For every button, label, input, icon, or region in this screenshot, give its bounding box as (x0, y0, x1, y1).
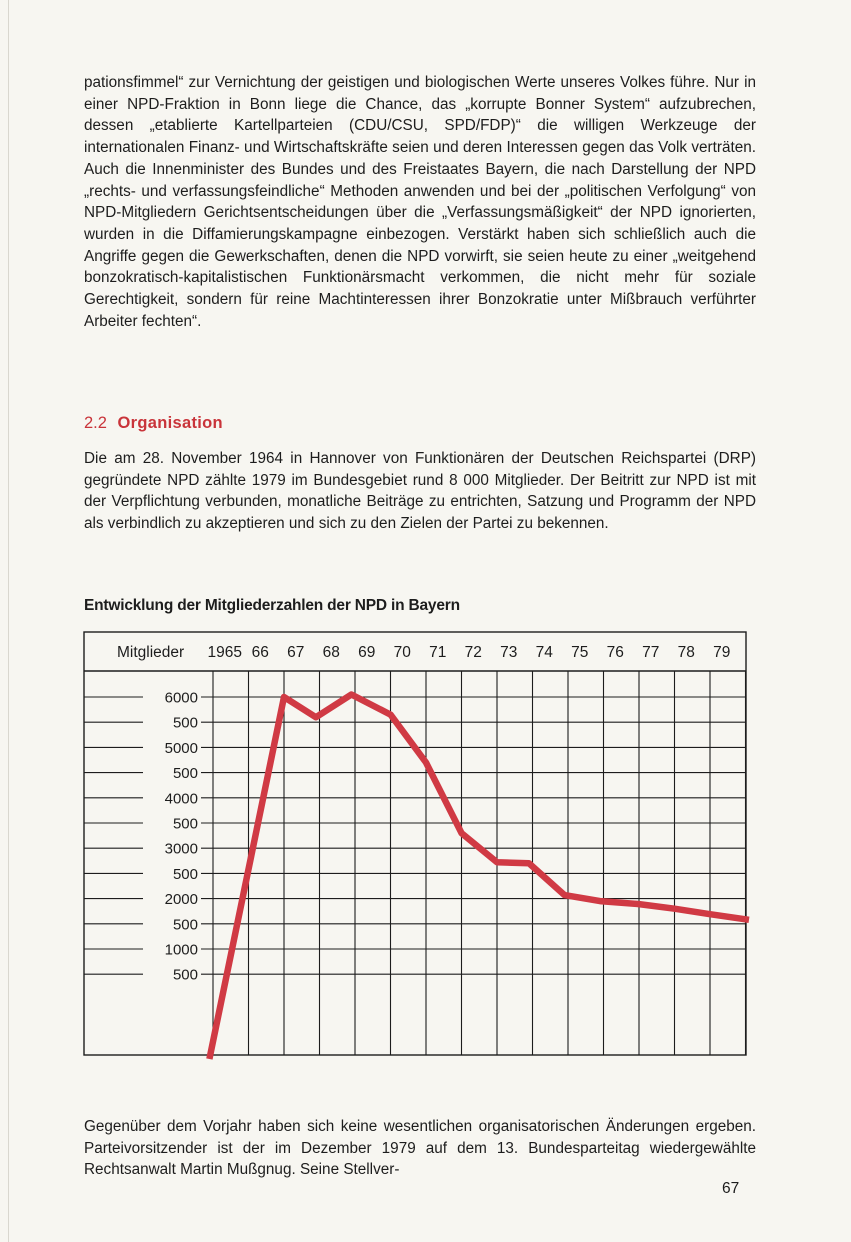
chart-y-tick-label: 500 (172, 916, 198, 934)
chart-year-label: 76 (606, 644, 624, 661)
chart-year-label: 71 (429, 644, 447, 661)
chart-year-label: 75 (571, 644, 589, 661)
chart-year-label: 1965 (207, 644, 242, 661)
chart-y-tick-label: 500 (172, 714, 198, 732)
chart-year-label: 72 (464, 644, 482, 661)
chart-year-label: 73 (500, 644, 518, 661)
chart-year-label: 79 (713, 644, 731, 661)
body-paragraph-2: Die am 28. November 1964 in Hannover von Funktionären der Deutschen Reichspartei (DRP) gegründete NPD zählte 1979 im Bundesgebiet rund 8 000 Mitglieder. Der Beitritt zur NPD ist mit der Verpflichtung verbunden, monatliche Beiträge zu entrichten, Satzung und Programm der NPD als verbindlich zu akzeptieren und sich zu den Zielen der Partei zu bekennen. (84, 450, 756, 533)
chart-header-label: Mitglieder (117, 644, 185, 661)
chart-year-label: 68 (322, 644, 340, 661)
chart-year-label: 77 (642, 644, 660, 661)
chart-year-label: 69 (358, 644, 376, 661)
chart-year-label: 74 (535, 644, 553, 661)
section-title: Organisation (117, 414, 223, 432)
chart-y-tick-label: 500 (172, 865, 198, 883)
chart-year-label: 70 (393, 644, 411, 661)
chart-y-tick-label: 500 (172, 966, 198, 984)
chart-y-tick-label: 3000 (164, 840, 198, 858)
body-paragraph-1: pationsfimmel“ zur Vernichtung der geistigen und biologischen Werte unseres Volkes führe. Nur in einer NPD-Fraktion in Bonn liege die Chance, das „korrupte Bonner System“ aufzubrechen, dessen „etablierte Kartellparteien (CDU/CSU, SPD/FDP)“ die willigen Werkzeuge der internationalen Finanz- und Wirtschaftskräfte seien und deren Interessen gegen das Volk verträten. Auch die Innenminister des Bundes und des Freistaates Bayern, die nach Darstellung der NPD „rechts- und verfassungsfeindliche“ Methoden anwenden und bei der „politischen Verfolgung“ von NPD-Mitgliedern Gerichtsentscheidungen über die „Verfassungsmäßigkeit“ der NPD ignorierten, wurden in die Diffamierungskampagne einbezogen. Verstärkt haben sich schließlich auch die Angriffe gegen die Gewerkschaften, denen die NPD vorwirft, sie seien heute zu einer „weitgehend bonzokratisch-kapitalistischen Funktionärsmacht verkommen, die nicht mehr für soziale Gerechtigkeit, sondern für reine Machtinteressen ihrer Bonzokratie unter Mißbrauch verführter Arbeiter fechten“. (84, 74, 756, 330)
chart-y-tick-label: 1000 (164, 941, 198, 959)
chart-y-tick-label: 5000 (164, 739, 198, 757)
chart-y-tick-label: 6000 (164, 689, 198, 707)
chart-y-tick-label: 4000 (164, 790, 198, 808)
body-paragraph-3: Gegenüber dem Vorjahr haben sich keine wesentlichen organisatorischen Änderungen ergeben. Parteivorsitzender ist der im Dezember 1979 auf dem 13. Bundesparteitag wiedergewählte Rechtsanwalt Martin Mußgnug. Seine Stellver- (84, 1118, 756, 1179)
chart-header (117, 644, 730, 661)
chart-y-tick-label: 2000 (164, 891, 198, 909)
page-number: 67 (722, 1180, 740, 1197)
chart-y-tick-label: 500 (172, 815, 198, 833)
chart-series (209, 694, 749, 1059)
chart-year-label: 78 (677, 644, 695, 661)
section-number: 2.2 (84, 414, 107, 432)
chart-year-label: 66 (251, 644, 269, 661)
chart-y-tick-label: 500 (172, 765, 198, 783)
series-line (209, 695, 749, 1060)
chart-year-label: 67 (287, 644, 305, 661)
chart-title: Entwicklung der Mitgliederzahlen der NPD in Bayern (84, 597, 460, 614)
chart-y-axis (165, 690, 198, 984)
